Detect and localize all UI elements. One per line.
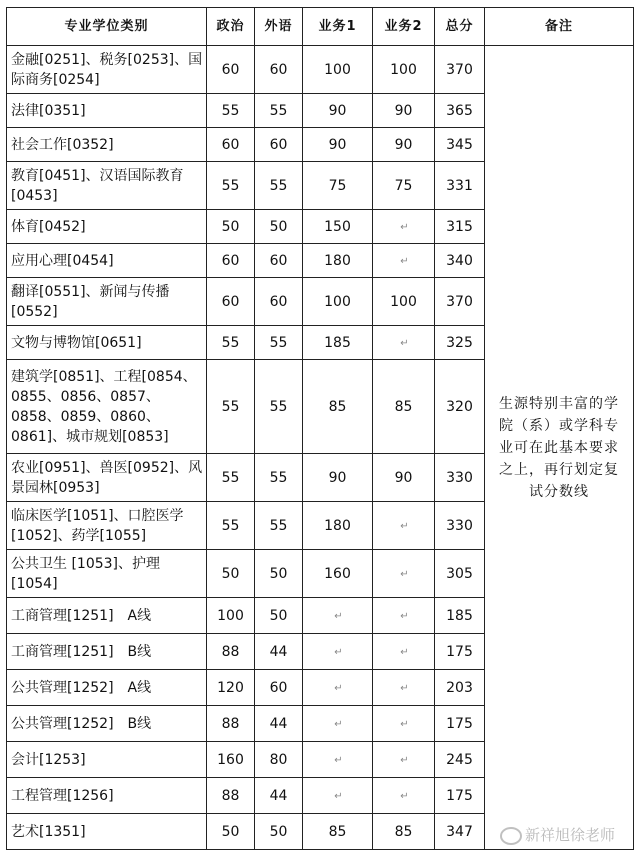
- cell-category: 公共卫生 [1053]、护理[1054]: [7, 550, 207, 598]
- cell-category: 农业[0951]、兽医[0952]、风景园林[0953]: [7, 454, 207, 502]
- cell-business-2: [373, 550, 435, 598]
- cell-foreign-language: 55: [255, 454, 303, 502]
- paragraph-mark: ↵: [400, 754, 409, 766]
- cell-politics: 50: [207, 210, 255, 244]
- cell-business-1: 180: [303, 502, 373, 550]
- header-business-2: 业务2: [373, 8, 435, 46]
- cell-foreign-language: 55: [255, 326, 303, 360]
- cell-business-2: 75: [373, 162, 435, 210]
- header-politics: 政治: [207, 8, 255, 46]
- cell-total: 305: [435, 550, 485, 598]
- cell-total: 331: [435, 162, 485, 210]
- cell-total: 370: [435, 278, 485, 326]
- header-business-1: 业务1: [303, 8, 373, 46]
- cell-politics: 88: [207, 778, 255, 814]
- cell-business-2: [373, 598, 435, 634]
- cell-total: 175: [435, 634, 485, 670]
- header-remarks: 备注: [485, 8, 634, 46]
- header-foreign-language: 外语: [255, 8, 303, 46]
- cell-category: 艺术[1351]: [7, 814, 207, 850]
- cell-foreign-language: 44: [255, 778, 303, 814]
- cell-category: 体育[0452]: [7, 210, 207, 244]
- cell-business-1: 160: [303, 550, 373, 598]
- cell-foreign-language: 44: [255, 634, 303, 670]
- cell-category: 社会工作[0352]: [7, 128, 207, 162]
- cell-category: 公共管理[1252] B线: [7, 706, 207, 742]
- cell-business-2: 90: [373, 454, 435, 502]
- cell-business-2: [373, 634, 435, 670]
- cell-foreign-language: 60: [255, 244, 303, 278]
- paragraph-mark: ↵: [334, 610, 343, 622]
- cell-foreign-language: 60: [255, 128, 303, 162]
- cell-category: 法律[0351]: [7, 94, 207, 128]
- paragraph-mark: ↵: [400, 520, 409, 532]
- cell-category: 临床医学[1051]、口腔医学[1052]、药学[1055]: [7, 502, 207, 550]
- cell-business-1: [303, 670, 373, 706]
- cell-business-2: [373, 670, 435, 706]
- cell-business-1: 180: [303, 244, 373, 278]
- cell-politics: 160: [207, 742, 255, 778]
- paragraph-mark: ↵: [400, 255, 409, 267]
- remarks-cell: 生源特别丰富的学院（系）或学科专业可在此基本要求之上，再行划定复试分数线: [485, 46, 634, 850]
- cell-politics: 60: [207, 46, 255, 94]
- watermark: [500, 824, 615, 845]
- cell-politics: 55: [207, 326, 255, 360]
- cell-foreign-language: 50: [255, 550, 303, 598]
- cell-foreign-language: 50: [255, 598, 303, 634]
- cell-business-1: 85: [303, 814, 373, 850]
- paragraph-mark: ↵: [334, 646, 343, 658]
- cell-total: 345: [435, 128, 485, 162]
- cell-foreign-language: 60: [255, 46, 303, 94]
- cell-category: 教育[0451]、汉语国际教育[0453]: [7, 162, 207, 210]
- cell-foreign-language: 80: [255, 742, 303, 778]
- cell-category: 金融[0251]、税务[0253]、国际商务[0254]: [7, 46, 207, 94]
- cell-business-1: 150: [303, 210, 373, 244]
- paragraph-mark: ↵: [400, 682, 409, 694]
- cell-category: 工商管理[1251] A线: [7, 598, 207, 634]
- cell-politics: 60: [207, 244, 255, 278]
- paragraph-mark: ↵: [400, 610, 409, 622]
- cell-business-1: 100: [303, 278, 373, 326]
- cell-business-1: [303, 598, 373, 634]
- cell-total: 320: [435, 360, 485, 454]
- header-category: 专业学位类别: [7, 8, 207, 46]
- cell-category: 工程管理[1256]: [7, 778, 207, 814]
- header-row: [7, 8, 634, 46]
- paragraph-mark: ↵: [400, 790, 409, 802]
- header-total: 总分: [435, 8, 485, 46]
- cell-politics: 100: [207, 598, 255, 634]
- cell-total: 245: [435, 742, 485, 778]
- cell-business-2: 85: [373, 814, 435, 850]
- cell-total: 175: [435, 778, 485, 814]
- cell-category: 工商管理[1251] B线: [7, 634, 207, 670]
- score-table: [6, 7, 634, 850]
- cell-politics: 88: [207, 706, 255, 742]
- cell-business-2: 90: [373, 94, 435, 128]
- cell-business-1: 185: [303, 326, 373, 360]
- cell-category: 应用心理[0454]: [7, 244, 207, 278]
- cell-total: 365: [435, 94, 485, 128]
- cell-total: 330: [435, 502, 485, 550]
- watermark-text: 新祥旭徐老师: [525, 826, 616, 844]
- cell-total: 203: [435, 670, 485, 706]
- cell-total: 175: [435, 706, 485, 742]
- paragraph-mark: ↵: [400, 221, 409, 233]
- cell-politics: 55: [207, 94, 255, 128]
- paragraph-mark: ↵: [334, 754, 343, 766]
- cell-total: 370: [435, 46, 485, 94]
- cell-business-2: 100: [373, 46, 435, 94]
- cell-business-2: [373, 502, 435, 550]
- cell-business-1: 75: [303, 162, 373, 210]
- cell-politics: 120: [207, 670, 255, 706]
- cell-business-1: 90: [303, 94, 373, 128]
- cell-politics: 50: [207, 550, 255, 598]
- cell-business-2: [373, 326, 435, 360]
- paragraph-mark: ↵: [334, 718, 343, 730]
- cell-category: 文物与博物馆[0651]: [7, 326, 207, 360]
- cell-foreign-language: 55: [255, 502, 303, 550]
- cell-politics: 55: [207, 360, 255, 454]
- cell-total: 340: [435, 244, 485, 278]
- cell-business-2: 85: [373, 360, 435, 454]
- cell-total: 330: [435, 454, 485, 502]
- cell-foreign-language: 60: [255, 278, 303, 326]
- cell-business-1: 90: [303, 128, 373, 162]
- cell-category: 建筑学[0851]、工程[0854、0855、0856、0857、0858、0859、0860、0861]、城市规划[0853]: [7, 360, 207, 454]
- cell-politics: 88: [207, 634, 255, 670]
- cell-politics: 60: [207, 128, 255, 162]
- cell-business-1: [303, 742, 373, 778]
- cell-business-1: 85: [303, 360, 373, 454]
- paragraph-mark: ↵: [400, 568, 409, 580]
- cell-total: 325: [435, 326, 485, 360]
- table-body: [7, 46, 634, 850]
- cell-business-1: 90: [303, 454, 373, 502]
- cell-foreign-language: 55: [255, 162, 303, 210]
- cell-business-1: 100: [303, 46, 373, 94]
- cell-politics: 50: [207, 814, 255, 850]
- paragraph-mark: ↵: [334, 682, 343, 694]
- cell-business-2: [373, 742, 435, 778]
- paragraph-mark: ↵: [400, 718, 409, 730]
- cell-business-2: 100: [373, 278, 435, 326]
- paragraph-mark: ↵: [334, 790, 343, 802]
- cell-business-2: [373, 210, 435, 244]
- cell-total: 185: [435, 598, 485, 634]
- cell-total: 347: [435, 814, 485, 850]
- cell-politics: 55: [207, 454, 255, 502]
- cell-category: 公共管理[1252] A线: [7, 670, 207, 706]
- cell-business-1: [303, 634, 373, 670]
- cell-category: 会计[1253]: [7, 742, 207, 778]
- cell-business-1: [303, 706, 373, 742]
- cell-foreign-language: 55: [255, 360, 303, 454]
- cell-business-2: [373, 706, 435, 742]
- cell-business-2: [373, 244, 435, 278]
- cell-foreign-language: 44: [255, 706, 303, 742]
- cell-foreign-language: 60: [255, 670, 303, 706]
- cell-politics: 60: [207, 278, 255, 326]
- cell-category: 翻译[0551]、新闻与传播[0552]: [7, 278, 207, 326]
- table-row: [7, 46, 634, 94]
- cell-business-2: 90: [373, 128, 435, 162]
- cell-business-2: [373, 778, 435, 814]
- cell-foreign-language: 50: [255, 814, 303, 850]
- cell-foreign-language: 50: [255, 210, 303, 244]
- cell-total: 315: [435, 210, 485, 244]
- cell-foreign-language: 55: [255, 94, 303, 128]
- cell-politics: 55: [207, 162, 255, 210]
- cell-business-1: [303, 778, 373, 814]
- paragraph-mark: ↵: [400, 646, 409, 658]
- cell-politics: 55: [207, 502, 255, 550]
- paragraph-mark: ↵: [400, 337, 409, 349]
- weibo-icon: [500, 827, 522, 845]
